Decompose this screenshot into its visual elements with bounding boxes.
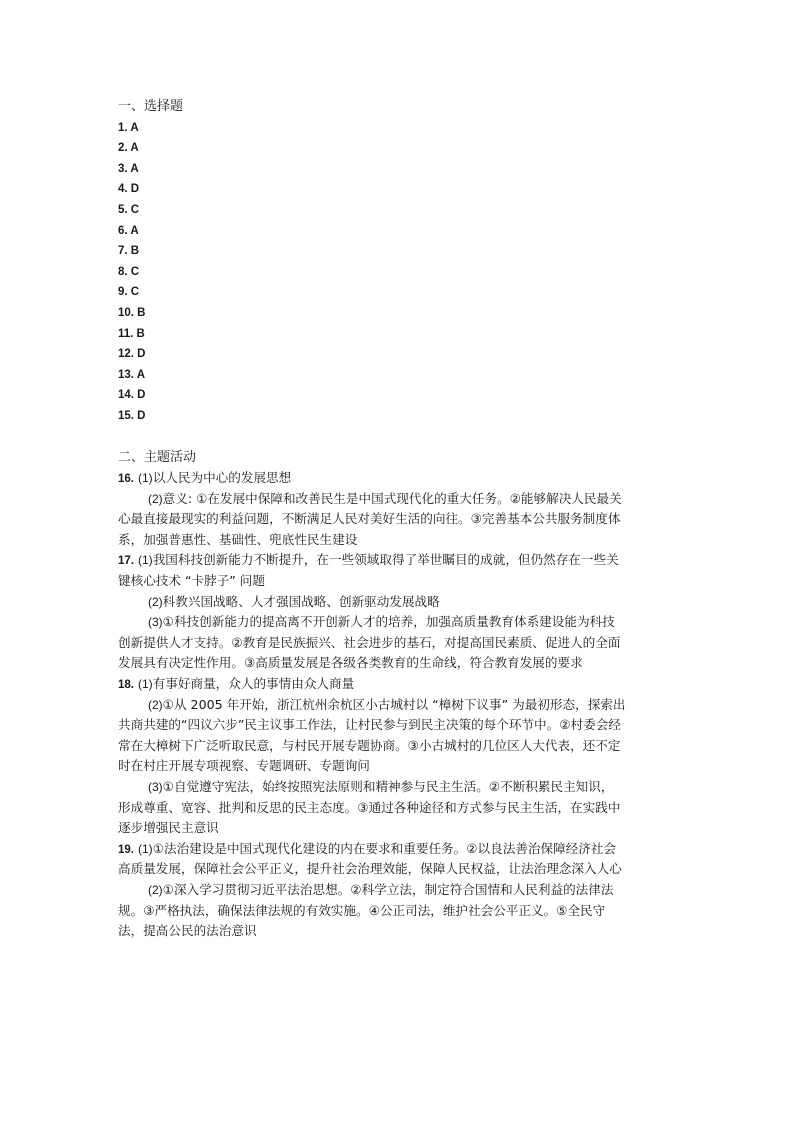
q16-part2-line1 [118,489,678,510]
q16-part1 [118,468,678,489]
choice-answer-list [118,118,678,427]
answer-text: ①从 2005 年开始，浙江杭州余杭区小古城村以 “樟树下议事” 为最初形态，探索出 [162,696,626,712]
q18-part2-line1 [118,695,678,716]
answer-item: 6. A [118,224,139,237]
question-number: 16. [118,473,134,486]
part-mark: (2) [148,697,163,712]
q17-part1-line2: 键核心技术 “卡脖子” 问题 [118,573,265,589]
section-title-activity: 二、主题活动 [118,449,197,465]
part-mark: (3) [148,780,163,794]
answer-item: 8. C [118,265,140,278]
q17-part2 [118,592,678,613]
part-mark: (3) [148,615,163,630]
question-17 [118,550,678,674]
answer-text: ①深入学习贯彻习近平法治思想。②科学立法，制定符合国情和人民利益的法律法 [162,881,614,897]
q19-part1-line1 [118,839,678,860]
answer-item: 2. A [118,142,139,155]
q17-part3-line2: 创新提供人才支持。②教育是民族振兴、社会进步的基石，对提高国民素质、促进人的全面 [118,634,621,650]
q18-part1 [118,674,678,695]
q16-part2-line3: 系，加强普惠性、基础性、兜底性民生建设 [118,531,358,547]
part-mark: (1) [138,553,153,568]
answer-text: 有事好商量，众人的事情由众人商量 [152,676,355,692]
part-mark: (2) [148,491,163,506]
answer-item: 11. B [118,327,145,340]
q19-part1-line2: 高质量发展，保障社会公平正义，提升社会治理效能，保障人民权益，让法治理念深入人心 [118,861,622,877]
answer-item: 15. D [118,409,146,422]
answer-text: 我国科技创新能力不断提升，在一些领域取得了举世瞩目的成就，但仍然存在一些关 [152,552,619,568]
answer-item: 1. A [118,121,139,134]
q18-part2-line3: 常在大樟树下广泛听取民意，与村民开展专题协商。③小古城村的几位区人大代表，还不定 [118,737,621,753]
q17-part3-line1 [118,612,678,633]
question-number: 18. [118,679,134,692]
q18-part2-line2: 共商共建的“四议六步”民主议事工作法，让村民参与到民主决策的每个环节中。②村委会经 [118,717,621,733]
answer-text: 科教兴国战略、人才强国战略、创新驱动发展战略 [162,593,440,609]
answer-item: 9. C [118,286,140,299]
answer-item: 13. A [118,368,146,381]
section-spacer [118,427,678,448]
answer-text: ①法治建设是中国式现代化建设的内在要求和重要任务。②以良法善治保障经济社会 [152,840,617,856]
question-number: 17. [118,555,134,568]
q16-part2-line2: 心最直接最现实的利益问题，不断满足人民对美好生活的向往。③完善基本公共服务制度体 [118,511,621,527]
q18-part2-line4: 时在村庄开展专项视察、专题调研、专题询问 [118,758,370,774]
answer-item: 12. D [118,348,146,361]
q17-part3-line3: 发展具有决定性作用。③高质量发展是各级各类教育的生命线，符合教育发展的要求 [118,655,583,671]
answer-item: 4. D [118,183,140,196]
part-mark: (1) [138,471,153,486]
question-18 [118,674,678,839]
question-16 [118,468,678,550]
part-mark: (2) [148,882,163,897]
q18-part3-line1 [118,777,678,798]
q18-part3-line2: 形成尊重、宽容、批判和反思的民主态度。③通过各种途径和方式参与民主生活，在实践中 [118,799,621,815]
section-title-choice: 一、选择题 [118,99,184,114]
q19-part2-line2: 规。③严格执法，确保法律法规的有效实施。④公正司法，维护社会公平正义。⑤全民守 [118,902,606,918]
answer-item: 14. D [118,389,146,402]
answer-text: ①科技创新能力的提高离不开创新人才的培养，加强高质量教育体系建设能为科技 [162,614,615,630]
answer-text: ①自觉遵守宪法，始终按照宪法原则和精神参与民主生活。②不断积累民主知识， [162,779,614,794]
answer-text: 意义: ①在发展中保障和改善民生是中国式现代化的重大任务。②能够解决人民最关 [162,490,622,506]
answer-item: 10. B [118,306,146,319]
q18-part3-line3: 逐步增强民主意识 [118,820,219,836]
part-mark: (1) [138,677,153,692]
question-19 [118,839,678,942]
q19-part2-line3: 法，提高公民的法治意识 [118,923,257,939]
q17-part1-line1 [118,550,678,571]
answer-key-document [118,97,678,942]
part-mark: (2) [148,594,163,609]
answer-item: 3. A [118,162,139,175]
part-mark: (1) [138,841,153,856]
answer-item: 7. B [118,245,140,258]
q19-part2-line1 [118,880,678,901]
question-number: 19. [118,843,134,856]
answer-text: 以人民为中心的发展思想 [152,470,292,486]
answer-item: 5. C [118,203,140,216]
